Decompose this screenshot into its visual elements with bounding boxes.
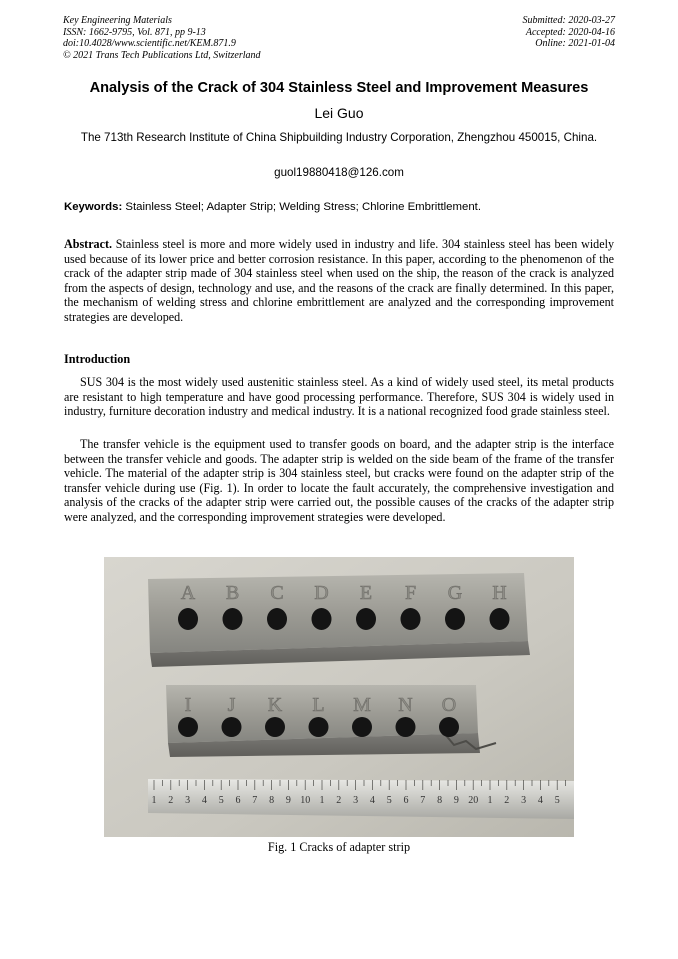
submitted-date: Submitted: 2020-03-27: [522, 15, 615, 26]
ruler-number: 1: [487, 795, 493, 806]
keywords-label: Keywords:: [64, 201, 123, 213]
ruler-number: 3: [353, 795, 359, 806]
ruler-number: 20: [468, 795, 479, 806]
lower-hole: [178, 717, 198, 737]
ruler-number: 1: [151, 795, 157, 806]
abstract-label: Abstract.: [64, 237, 113, 251]
lower-engraved-letter: M: [353, 694, 371, 716]
ruler-number: 2: [504, 795, 510, 806]
figure-caption: Fig. 1 Cracks of adapter strip: [267, 840, 411, 854]
abstract: [64, 237, 614, 324]
upper-engraved-letter: B: [225, 582, 240, 604]
copyright-line: © 2021 Trans Tech Publications Ltd, Switzerland: [63, 49, 261, 61]
ruler-number: 1: [319, 795, 325, 806]
ruler-number: 9: [453, 795, 459, 806]
upper-hole: [445, 608, 465, 630]
ruler-number: 2: [168, 795, 174, 806]
lower-hole: [396, 717, 416, 737]
keywords-text: Stainless Steel; Adapter Strip; Welding Stress; Chlorine Embrittlement.: [125, 201, 481, 213]
ruler-number: 8: [437, 795, 443, 806]
lower-hole: [352, 717, 372, 737]
upper-engraved-letter: D: [314, 582, 329, 604]
ruler-number: 10: [300, 795, 311, 806]
author-name: Lei Guo: [314, 105, 364, 121]
upper-engraved-letter: A: [180, 582, 196, 604]
ruler-number: 5: [386, 795, 392, 806]
ruler-number: 5: [554, 795, 560, 806]
lower-hole: [439, 717, 459, 737]
upper-hole: [223, 608, 243, 630]
ruler-number: 4: [537, 795, 543, 806]
ruler-number: 7: [252, 795, 258, 806]
ruler-number: 8: [269, 795, 275, 806]
journal-header-right: [523, 15, 616, 50]
ruler-number: 4: [369, 795, 375, 806]
figure-photo-adapter-strip: [104, 557, 574, 837]
author-email: guol19880418@126.com: [274, 166, 404, 179]
upper-hole: [356, 608, 376, 630]
upper-hole: [490, 608, 510, 630]
upper-hole: [401, 608, 421, 630]
ruler-number: 5: [218, 795, 224, 806]
lower-engraved-letter: L: [312, 694, 325, 716]
journal-name: Key Engineering Materials: [63, 15, 172, 26]
intro-paragraph-2: The transfer vehicle is the equipment used to transfer goods on board, and the adapter strip is the interface between the transfer vehicle and goods. The adapter strip is welded on the side beam of the frame of the transfer vehicle. The material of the adapter strip is 304 stainless steel, but cracks were found on the adapter strip of the transfer vehicle during use (Fig. 1). In order to locate the fault accurately, the comprehensive investigation and analysis of the cracks of the adapter strip were carried out, the possible causes of the cracks of the adapter strip were analyzed, and the corresponding improvement strategies were developed.: [64, 437, 614, 524]
lower-hole: [309, 717, 329, 737]
doi-line: doi:10.4028/www.scientific.net/KEM.871.9: [63, 38, 236, 50]
ruler-number: 4: [201, 795, 207, 806]
upper-steel-bar: [148, 573, 528, 653]
adapter-strip-photo: [104, 557, 574, 837]
upper-engraved-letter: C: [270, 582, 284, 604]
ruler-number: 6: [403, 795, 409, 806]
accepted-date: Accepted: 2020-04-16: [525, 26, 615, 38]
upper-engraved-letter: H: [492, 582, 507, 604]
steel-ruler: [148, 779, 574, 819]
online-date: Online: 2021-01-04: [535, 38, 615, 50]
upper-engraved-letter: E: [359, 582, 373, 604]
ruler-number: 7: [420, 795, 426, 806]
lower-hole: [222, 717, 242, 737]
upper-engraved-letter: F: [404, 582, 417, 604]
ruler-number: 2: [336, 795, 342, 806]
journal-header-left: [63, 15, 261, 61]
lower-engraved-letter: J: [227, 694, 236, 716]
ruler-number: 3: [185, 795, 191, 806]
abstract-text: Stainless steel is more and more widely used in industry and life. 304 stainless steel has been widely used because of its lower price and better corrosion resistance. In this paper, according to the phenomenon of the crack of the adapter strip made of 304 stainless steel when used on the ship, the reason of the crack is analyzed from the aspects of design, technology and use, and the reasons of the crack are finally determined. In this paper, the mechanism of welding stress and chlorine embrittlement are analyzed and the corresponding improvement strategies are developed.: [64, 237, 614, 324]
upper-engraved-letter: G: [447, 582, 463, 604]
lower-engraved-letter: O: [441, 694, 457, 716]
lower-engraved-letter: K: [267, 694, 283, 716]
keywords: [64, 201, 616, 213]
upper-hole: [312, 608, 332, 630]
paper-title: Analysis of the Crack of 304 Stainless Steel and Improvement Measures: [89, 80, 589, 96]
intro-paragraph-1: SUS 304 is the most widely used austenitic stainless steel. As a kind of widely used steel, its metal products are resistant to high temperature and have good processing performance. Therefore, SUS 304 is widely used in industry, furniture decoration industry and medical industry. It is a national recognized food grade stainless steel.: [64, 375, 614, 418]
ruler-number: 6: [235, 795, 241, 806]
issn-line: ISSN: 1662-9795, Vol. 871, pp 9-13: [63, 26, 206, 38]
ruler-number: 9: [285, 795, 291, 806]
lower-engraved-letter: N: [398, 694, 413, 716]
ruler-number: 3: [521, 795, 527, 806]
section-heading-introduction: Introduction: [64, 352, 131, 366]
lower-engraved-letter: I: [184, 694, 192, 716]
affiliation: The 713th Research Institute of China Shipbuilding Industry Corporation, Zhengzhou 450015, China.: [80, 131, 598, 144]
upper-hole: [178, 608, 198, 630]
upper-hole: [267, 608, 287, 630]
lower-hole: [265, 717, 285, 737]
